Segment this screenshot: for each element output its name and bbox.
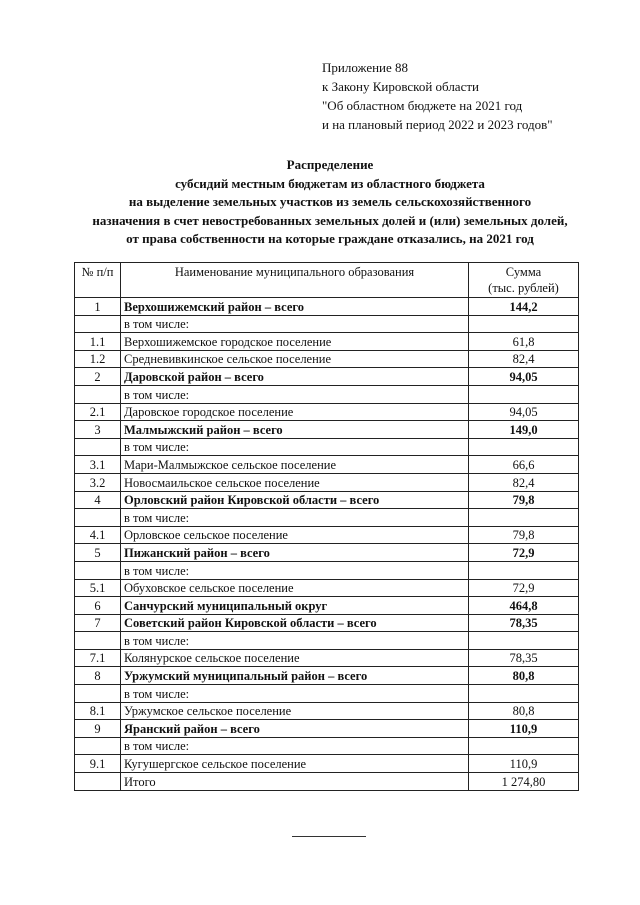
appendix-line-4: и на плановый период 2022 и 2023 годов"	[322, 117, 553, 132]
row-amount: 464,8	[469, 597, 579, 615]
row-amount: 79,8	[469, 491, 579, 509]
table-row	[75, 685, 579, 703]
row-amount: 82,4	[469, 350, 579, 368]
row-amount: 78,35	[469, 649, 579, 667]
row-amount: 72,9	[469, 544, 579, 562]
table-row	[75, 438, 579, 456]
row-amount: 110,9	[469, 720, 579, 738]
row-amount	[469, 561, 579, 579]
row-num	[75, 509, 121, 527]
distribution-table	[74, 262, 579, 791]
table-header-row	[75, 263, 579, 298]
row-amount: 82,4	[469, 473, 579, 491]
row-num: 8	[75, 667, 121, 685]
row-num: 4	[75, 491, 121, 509]
row-amount	[469, 632, 579, 650]
row-num	[75, 385, 121, 403]
row-name: Новосмаильское сельское поселение	[121, 473, 469, 491]
row-amount: 94,05	[469, 368, 579, 386]
row-amount	[469, 385, 579, 403]
row-num	[75, 632, 121, 650]
row-amount: 149,0	[469, 421, 579, 439]
appendix-line-1: Приложение 88	[322, 60, 409, 75]
row-num: 3	[75, 421, 121, 439]
row-name: Верхошижемское городское поселение	[121, 333, 469, 351]
row-name: в том числе:	[121, 685, 469, 703]
row-num: 5	[75, 544, 121, 562]
title-line-2: субсидий местным бюджетам из областного бюджета	[175, 175, 485, 191]
table-row	[75, 597, 579, 615]
row-num: 9	[75, 720, 121, 738]
row-amount	[469, 438, 579, 456]
row-name: Уржумское сельское поселение	[121, 702, 469, 720]
table-row	[75, 702, 579, 720]
row-name: Верхошижемский район – всего	[121, 298, 469, 316]
row-amount: 144,2	[469, 298, 579, 316]
table-row	[75, 315, 579, 333]
row-amount: 110,9	[469, 755, 579, 773]
table-row	[75, 456, 579, 474]
table-row	[75, 491, 579, 509]
row-name: Орловское сельское поселение	[121, 526, 469, 544]
table-body	[75, 298, 579, 791]
row-name: в том числе:	[121, 561, 469, 579]
row-name: в том числе:	[121, 438, 469, 456]
row-amount: 66,6	[469, 456, 579, 474]
table-row	[75, 544, 579, 562]
row-num	[75, 685, 121, 703]
table-row	[75, 350, 579, 368]
title-line-1: Распределение	[286, 157, 374, 172]
row-amount: 1 274,80	[469, 773, 579, 791]
row-num: 9.1	[75, 755, 121, 773]
row-name: Пижанский район – всего	[121, 544, 469, 562]
header-name: Наименование муниципального образования	[121, 263, 469, 298]
row-name: Средневивкинское сельское поселение	[121, 350, 469, 368]
table-row	[75, 473, 579, 491]
header-num: № п/п	[75, 263, 121, 298]
table-row	[75, 720, 579, 738]
row-amount	[469, 315, 579, 333]
row-amount	[469, 685, 579, 703]
row-num: 3.2	[75, 473, 121, 491]
row-num: 3.1	[75, 456, 121, 474]
row-amount: 80,8	[469, 702, 579, 720]
table-row	[75, 421, 579, 439]
table-row	[75, 385, 579, 403]
row-num: 8.1	[75, 702, 121, 720]
row-name: в том числе:	[121, 737, 469, 755]
row-num: 2	[75, 368, 121, 386]
table-row	[75, 667, 579, 685]
row-name: Мари-Малмыжское сельское поселение	[121, 456, 469, 474]
title-line-3: на выделение земельных участков из земель сельскохозяйственного	[128, 194, 532, 209]
header-sum-line-2: (тыс. рублей)	[488, 281, 559, 295]
title-line-4: назначения в счет невостребованных земельных долей и (или) земельных долей,	[92, 212, 568, 228]
row-name: в том числе:	[121, 632, 469, 650]
table-row	[75, 649, 579, 667]
row-num	[75, 315, 121, 333]
row-name: в том числе:	[121, 315, 469, 333]
row-num	[75, 561, 121, 579]
row-num: 7.1	[75, 649, 121, 667]
table-row	[75, 755, 579, 773]
row-name: Колянурское сельское поселение	[121, 649, 469, 667]
row-name: в том числе:	[121, 385, 469, 403]
row-amount: 72,9	[469, 579, 579, 597]
row-num: 5.1	[75, 579, 121, 597]
table-row	[75, 509, 579, 527]
table-row	[75, 632, 579, 650]
row-amount: 79,8	[469, 526, 579, 544]
row-amount	[469, 509, 579, 527]
row-num	[75, 438, 121, 456]
appendix-line-2: к Закону Кировской области	[322, 79, 479, 94]
row-name: Советский район Кировской области – всего	[121, 614, 469, 632]
row-name: Итого	[121, 773, 469, 791]
row-num: 7	[75, 614, 121, 632]
appendix-line-3: "Об областном бюджете на 2021 год	[322, 98, 523, 113]
table-row	[75, 561, 579, 579]
row-num: 1.1	[75, 333, 121, 351]
table-row	[75, 614, 579, 632]
row-num: 6	[75, 597, 121, 615]
row-name: Малмыжский район – всего	[121, 421, 469, 439]
row-name: в том числе:	[121, 509, 469, 527]
row-name: Кугушергское сельское поселение	[121, 755, 469, 773]
row-name: Санчурский муниципальный округ	[121, 597, 469, 615]
table-row	[75, 579, 579, 597]
table-row	[75, 333, 579, 351]
table-row	[75, 737, 579, 755]
row-amount	[469, 737, 579, 755]
row-amount: 94,05	[469, 403, 579, 421]
table-row	[75, 298, 579, 316]
row-name: Даровской район – всего	[121, 368, 469, 386]
row-num: 1	[75, 298, 121, 316]
table-row	[75, 368, 579, 386]
appendix-header	[322, 58, 553, 134]
header-sum	[469, 263, 579, 298]
row-name: Обуховское сельское поселение	[121, 579, 469, 597]
table-row	[75, 526, 579, 544]
row-amount: 78,35	[469, 614, 579, 632]
row-name: Уржумский муниципальный район – всего	[121, 667, 469, 685]
row-name: Яранский район – всего	[121, 720, 469, 738]
row-num: 2.1	[75, 403, 121, 421]
row-amount: 80,8	[469, 667, 579, 685]
table-row	[75, 773, 579, 791]
row-num	[75, 737, 121, 755]
document-title	[60, 156, 600, 249]
row-num	[75, 773, 121, 791]
row-num: 4.1	[75, 526, 121, 544]
row-name: Орловский район Кировской области – всего	[121, 491, 469, 509]
table-row	[75, 403, 579, 421]
row-num: 1.2	[75, 350, 121, 368]
title-line-5: от права собственности на которые граждане отказались, на 2021 год	[126, 231, 534, 246]
header-sum-line-1: Сумма	[505, 265, 542, 279]
row-name: Даровское городское поселение	[121, 403, 469, 421]
row-amount: 61,8	[469, 333, 579, 351]
separator-line	[292, 836, 366, 837]
